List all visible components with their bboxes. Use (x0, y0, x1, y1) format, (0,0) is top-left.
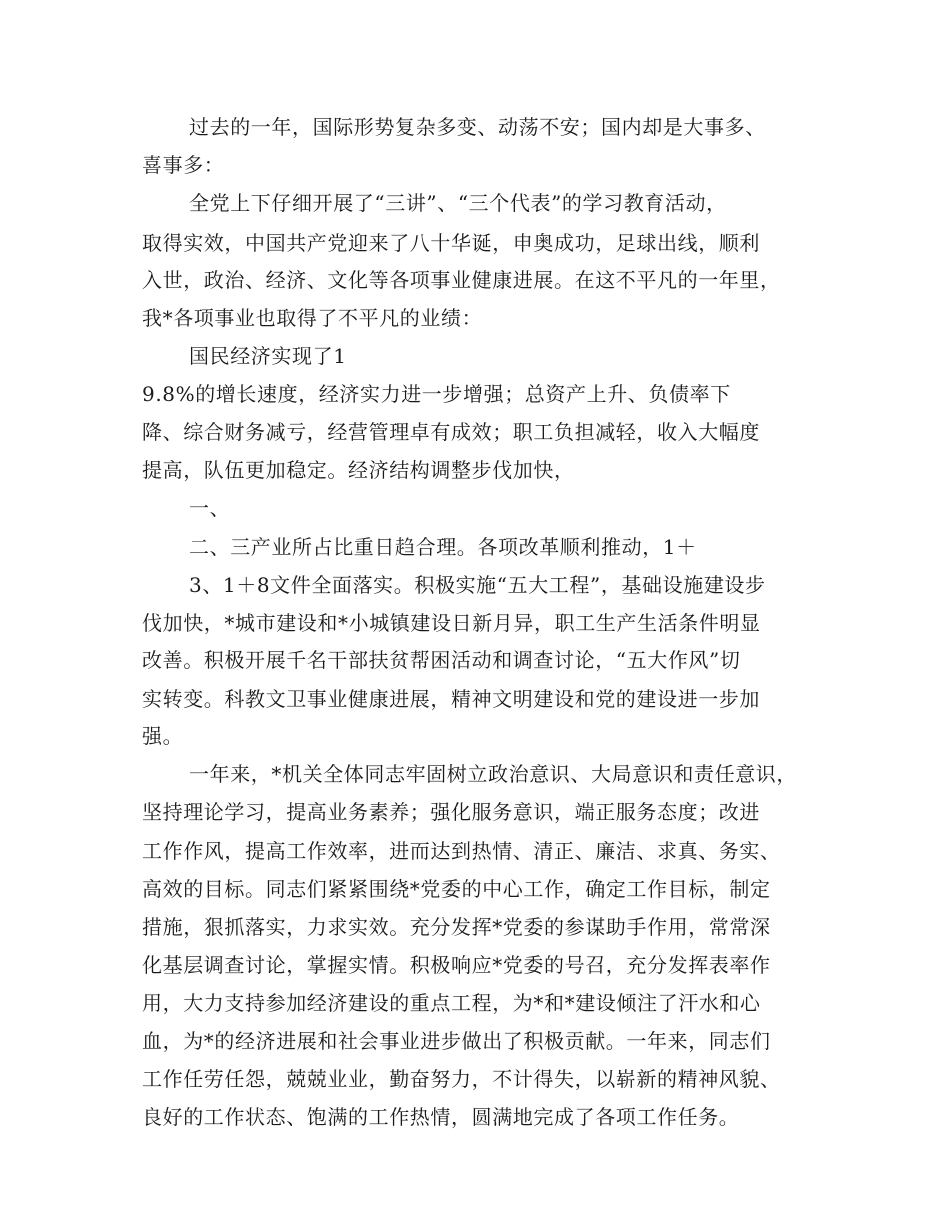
text-line: 取得实效，中国共产党迎来了八十华诞，申奥成功，足球出线，顺利 (142, 231, 760, 255)
text-line: 过去的一年，国际形势复杂多变、动荡不安；国内却是大事多、 (189, 115, 766, 139)
text-line: 喜事多： (142, 153, 225, 177)
text-line: 我*各项事业也取得了不平凡的业绩： (142, 306, 483, 330)
text-line: 良好的工作状态、饱满的工作热情，圆满地完成了各项工作任务。 (142, 1105, 740, 1129)
text-line: 措施，狠抓落实，力求实效。充分发挥*党委的参谋助手作用，常常深 (142, 915, 771, 939)
text-line: 一年来，*机关全体同志牢固树立政治意识、大局意识和责任意识， (189, 762, 797, 786)
text-line: 降、综合财务减亏，经营管理卓有成效；职工负担减轻，收入大幅度 (142, 420, 760, 444)
text-line: 强。 (142, 724, 184, 748)
text-line: 改善。积极开展千名干部扶贫帮困活动和调查讨论，“五大作风”切 (142, 648, 741, 672)
text-line: 伐加快，*城市建设和*小城镇建设日新月异，职工生产生活条件明显 (142, 611, 761, 635)
text-line: 化基层调查讨论，掌握实情。积极响应*党委的号召，充分发挥表率作 (142, 953, 771, 977)
text-line: 9.8%的增长速度，经济实力进一步增强；总资产上升、负债率下 (142, 382, 731, 406)
text-line: 用，大力支持参加经济建设的重点工程，为*和*建设倾注了汗水和心 (142, 991, 761, 1015)
text-line: 入世，政治、经济、文化等各项事业健康进展。在这不平凡的一年里， (142, 268, 781, 292)
text-line: 工作作风，提高工作效率，进而达到热情、清正、廉洁、求真、务实、 (142, 839, 781, 863)
text-line: 一、 (189, 496, 231, 520)
text-line: 二、三产业所占比重日趋合理。各项改革顺利推动，1＋ (189, 535, 697, 559)
text-line: 国民经济实现了1 (189, 344, 347, 368)
text-line: 高效的目标。同志们紧紧围绕*党委的中心工作，确定工作目标，制定 (142, 877, 771, 901)
text-line: 3、1＋8文件全面落实。积极实施“五大工程”，基础设施建设步 (189, 573, 766, 597)
text-line: 提高，队伍更加稳定。经济结构调整步伐加快， (142, 458, 575, 482)
text-line: 全党上下仔细开展了“三讲”、“三个代表”的学习教育活动， (189, 191, 727, 215)
text-line: 工作任劳任怨，兢兢业业，勤奋努力，不计得失，以崭新的精神风貌、 (142, 1067, 781, 1091)
text-line: 实转变。科教文卫事业健康进展，精神文明建设和党的建设进一步加 (142, 687, 760, 711)
text-line: 血，为*的经济进展和社会事业进步做出了积极贡献。一年来，同志们 (142, 1029, 771, 1053)
text-line: 坚持理论学习，提高业务素养；强化服务意识，端正服务态度；改进 (142, 800, 760, 824)
